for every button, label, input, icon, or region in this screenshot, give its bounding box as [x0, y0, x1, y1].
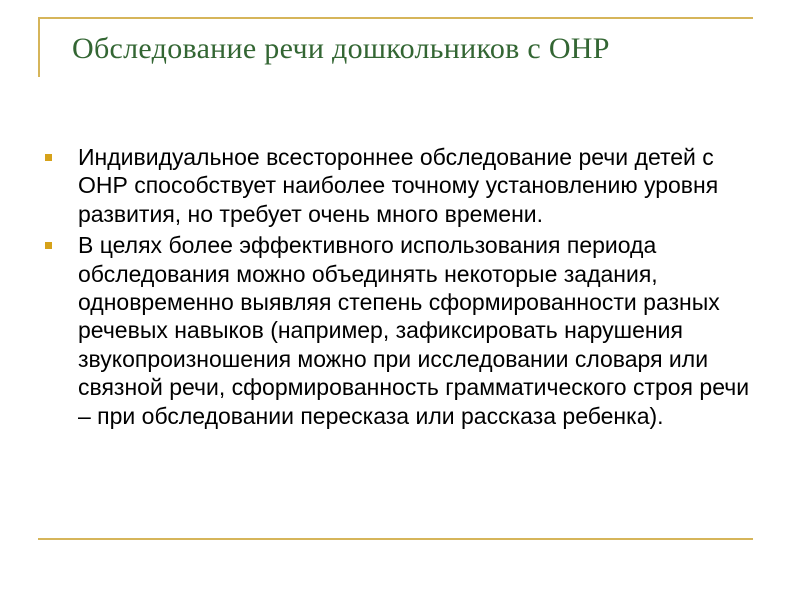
bullet-text: В целях более эффективного использования периода обследования можно объединять некоторые задания, одновременно выявляя степень сформированности разных речевых навыков (например, зафиксировать нарушения звукопроизношения можно при исследовании словаря или связной речи, сформированность грамматического строя речи – при обследовании пересказа или рассказа ребенка).: [78, 232, 750, 429]
square-bullet-icon: [45, 242, 52, 249]
left-divider: [38, 17, 40, 77]
square-bullet-icon: [45, 154, 52, 161]
bullet-list: [42, 143, 762, 433]
bullet-text: Индивидуальное всестороннее обследование речи детей с ОНР способствует наиболее точному установлению уровня развития, но требует очень много времени.: [78, 144, 719, 227]
top-divider: [38, 17, 753, 19]
bottom-divider: [38, 538, 753, 540]
slide-title: Обследование речи дошкольников с ОНР: [72, 32, 610, 65]
bullet-item: [42, 143, 762, 228]
bullet-item: [42, 231, 762, 430]
